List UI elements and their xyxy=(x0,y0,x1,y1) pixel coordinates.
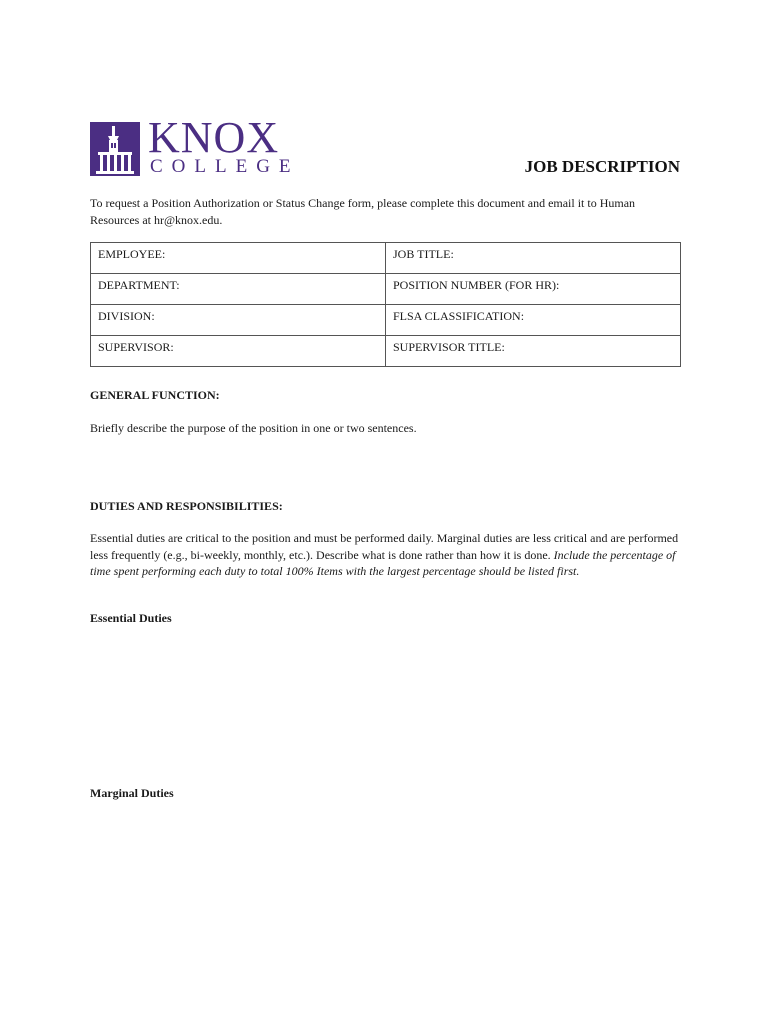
marginal-duties-heading: Marginal Duties xyxy=(90,786,174,800)
supervisor-title-field[interactable]: SUPERVISOR TITLE: xyxy=(386,336,681,367)
employee-field[interactable]: EMPLOYEE: xyxy=(91,243,386,274)
employee-info-table xyxy=(90,242,681,367)
knox-college-logo xyxy=(90,113,300,178)
flsa-classification-field[interactable]: FLSA CLASSIFICATION: xyxy=(386,305,681,336)
document-title: JOB DESCRIPTION xyxy=(524,157,680,176)
supervisor-field[interactable]: SUPERVISOR: xyxy=(91,336,386,367)
table-row xyxy=(91,305,681,336)
duties-text-plain: Essential duties are critical to the position and must be performed daily. Marginal duties are less critical and are performed less frequently (e.g., bi-weekly, monthly, etc.). Describe what is done rather than how it is done. xyxy=(90,531,679,562)
essential-duties-heading: Essential Duties xyxy=(90,611,172,625)
table-row xyxy=(91,243,681,274)
table-row xyxy=(91,336,681,367)
logo-wordmark-knox: KNOX xyxy=(148,113,280,162)
division-field[interactable]: DIVISION: xyxy=(91,305,386,336)
general-function-text: Briefly describe the purpose of the position in one or two sentences. xyxy=(90,421,417,435)
intro-paragraph: To request a Position Authorization or Status Change form, please complete this document and email it to Human Resources at hr@knox.edu. xyxy=(90,196,636,227)
duties-text-italic: Include the percentage of time spent performing each duty to total 100% Items with the largest percentage should be listed first. xyxy=(90,547,676,578)
duties-heading: DUTIES AND RESPONSIBILITIES: xyxy=(90,499,283,513)
department-field[interactable]: DEPARTMENT: xyxy=(91,274,386,305)
duties-description xyxy=(90,530,680,580)
knox-tower-icon xyxy=(90,122,140,176)
logo-wordmark-college: COLLEGE xyxy=(150,156,300,177)
general-function-heading: GENERAL FUNCTION: xyxy=(90,388,220,402)
job-title-field[interactable]: JOB TITLE: xyxy=(386,243,681,274)
position-number-field[interactable]: POSITION NUMBER (FOR HR): xyxy=(386,274,681,305)
table-row xyxy=(91,274,681,305)
